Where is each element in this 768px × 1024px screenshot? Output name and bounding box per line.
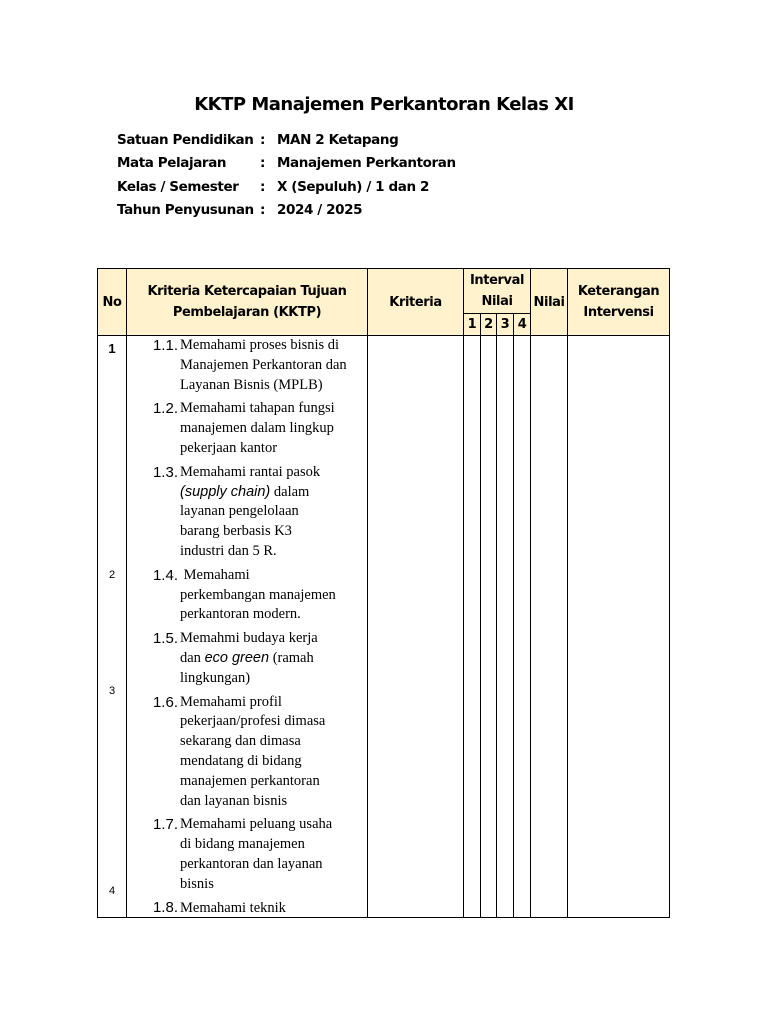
interval-level-1: 1	[464, 314, 481, 336]
header-no: No	[98, 269, 127, 336]
item-text	[178, 399, 335, 458]
item-line: sekarang dan dimasa	[180, 733, 301, 750]
item-text	[178, 566, 336, 625]
kktp-item	[127, 463, 367, 562]
item-number: 1.2.	[152, 400, 178, 418]
interval-level-4: 4	[514, 314, 531, 336]
item-line: pekerjaan kantor	[180, 439, 278, 456]
info-colon: :	[260, 155, 265, 172]
item-number: 1.7.	[152, 816, 178, 834]
kktp-table	[97, 268, 670, 918]
item-line: Memahmi budaya kerja	[180, 630, 318, 647]
row-number: 1	[108, 341, 116, 356]
kktp-item	[127, 566, 367, 625]
interval-cell-1	[464, 336, 481, 918]
header-nilai: Nilai	[531, 269, 568, 336]
item-line: manajemen perkantoran	[180, 772, 320, 789]
kktp-item	[127, 693, 367, 812]
header-interval-nilai	[464, 269, 531, 314]
info-value: Manajemen Perkantoran	[277, 155, 456, 172]
row-number: 3	[108, 685, 116, 697]
header-keterangan-line: Keterangan	[577, 284, 660, 299]
item-line: di bidang manajemen	[180, 836, 305, 853]
item-text	[178, 463, 320, 562]
item-line: dan	[180, 649, 201, 666]
no-cell	[98, 336, 127, 918]
info-label: Satuan Pendidikan	[117, 132, 254, 148]
interval-cell-2	[481, 336, 497, 918]
row-number: 4	[108, 885, 116, 897]
item-text	[178, 336, 347, 395]
kktp-item	[127, 399, 367, 458]
info-label: Tahun Penyusunan	[117, 201, 254, 218]
italic-term: eco green	[204, 649, 270, 666]
row-number: 2	[108, 569, 116, 581]
item-line: Memahami rantai pasok	[180, 463, 321, 480]
nilai-cell	[531, 336, 568, 918]
kktp-item	[127, 815, 367, 894]
item-line: Manajemen Perkantoran dan	[180, 356, 347, 373]
item-line: Layanan Bisnis (MPLB)	[180, 376, 323, 393]
item-number: 1.8.	[152, 898, 178, 916]
item-line: perkantoran dan layanan	[180, 855, 323, 872]
interval-cell-3	[497, 336, 514, 918]
item-text	[178, 629, 318, 688]
header-interval-line: Interval	[470, 273, 525, 288]
item-text	[178, 693, 325, 812]
item-number: 1.1.	[152, 337, 178, 354]
info-colon: :	[260, 201, 265, 218]
item-line: (ramah	[272, 649, 314, 666]
interval-cell-4	[514, 336, 531, 918]
item-line: industri dan 5 R.	[180, 542, 277, 559]
header-keterangan	[568, 269, 670, 336]
item-line: pekerjaan/profesi dimasa	[180, 713, 326, 730]
kktp-cell	[127, 336, 368, 918]
document-title: KKTP Manajemen Perkantoran Kelas XI	[194, 94, 574, 115]
item-line: manajemen dalam lingkup	[180, 420, 334, 437]
kriteria-cell	[368, 336, 464, 918]
interval-level-3: 3	[497, 314, 514, 336]
item-line: perkantoran modern.	[180, 606, 301, 623]
item-line: Memahami proses bisnis di	[180, 337, 340, 353]
item-text	[178, 815, 332, 894]
header-kktp-line: Kriteria Ketercapaian Tujuan	[147, 284, 347, 299]
italic-term: (supply chain)	[180, 483, 271, 500]
item-line: dan layanan bisnis	[180, 792, 288, 809]
item-line: bisnis	[180, 875, 214, 892]
info-label: Kelas / Semester	[117, 178, 239, 195]
item-number: 1.4.	[152, 566, 178, 584]
info-colon: :	[260, 178, 265, 195]
kktp-item	[127, 629, 367, 688]
item-line: Memahami teknik	[180, 899, 286, 916]
interval-level-2: 2	[481, 314, 497, 336]
item-line: dalam	[273, 483, 310, 500]
item-line: Memahami peluang usaha	[180, 816, 333, 833]
header-kriteria: Kriteria	[368, 269, 464, 336]
item-number: 1.6.	[152, 693, 178, 711]
item-line: barang berbasis K3	[180, 523, 292, 540]
item-line: Memahami tahapan fungsi	[180, 400, 335, 417]
info-value: 2024 / 2025	[277, 201, 363, 218]
info-colon: :	[260, 132, 265, 148]
item-line: Memahami profil	[180, 693, 282, 710]
kktp-item	[127, 899, 367, 917]
header-keterangan-line: Intervensi	[583, 305, 654, 320]
kktp-item	[127, 336, 367, 395]
header-kktp-line: Pembelajaran (KKTP)	[172, 305, 322, 320]
keterangan-cell	[568, 336, 670, 918]
info-label: Mata Pelajaran	[117, 155, 227, 172]
item-text	[178, 899, 286, 917]
header-interval-line: Nilai	[481, 294, 513, 309]
item-line: Memahami	[183, 566, 250, 583]
info-value: X (Sepuluh) / 1 dan 2	[277, 178, 429, 195]
info-value: MAN 2 Ketapang	[277, 132, 399, 148]
item-line: lingkungan)	[180, 669, 251, 686]
item-line: layanan pengelolaan	[180, 503, 299, 520]
item-number: 1.5.	[152, 630, 178, 648]
item-line: mendatang di bidang	[180, 752, 302, 769]
header-kktp	[127, 269, 368, 336]
item-number: 1.3.	[152, 463, 178, 481]
item-line: perkembangan manajemen	[180, 586, 336, 603]
